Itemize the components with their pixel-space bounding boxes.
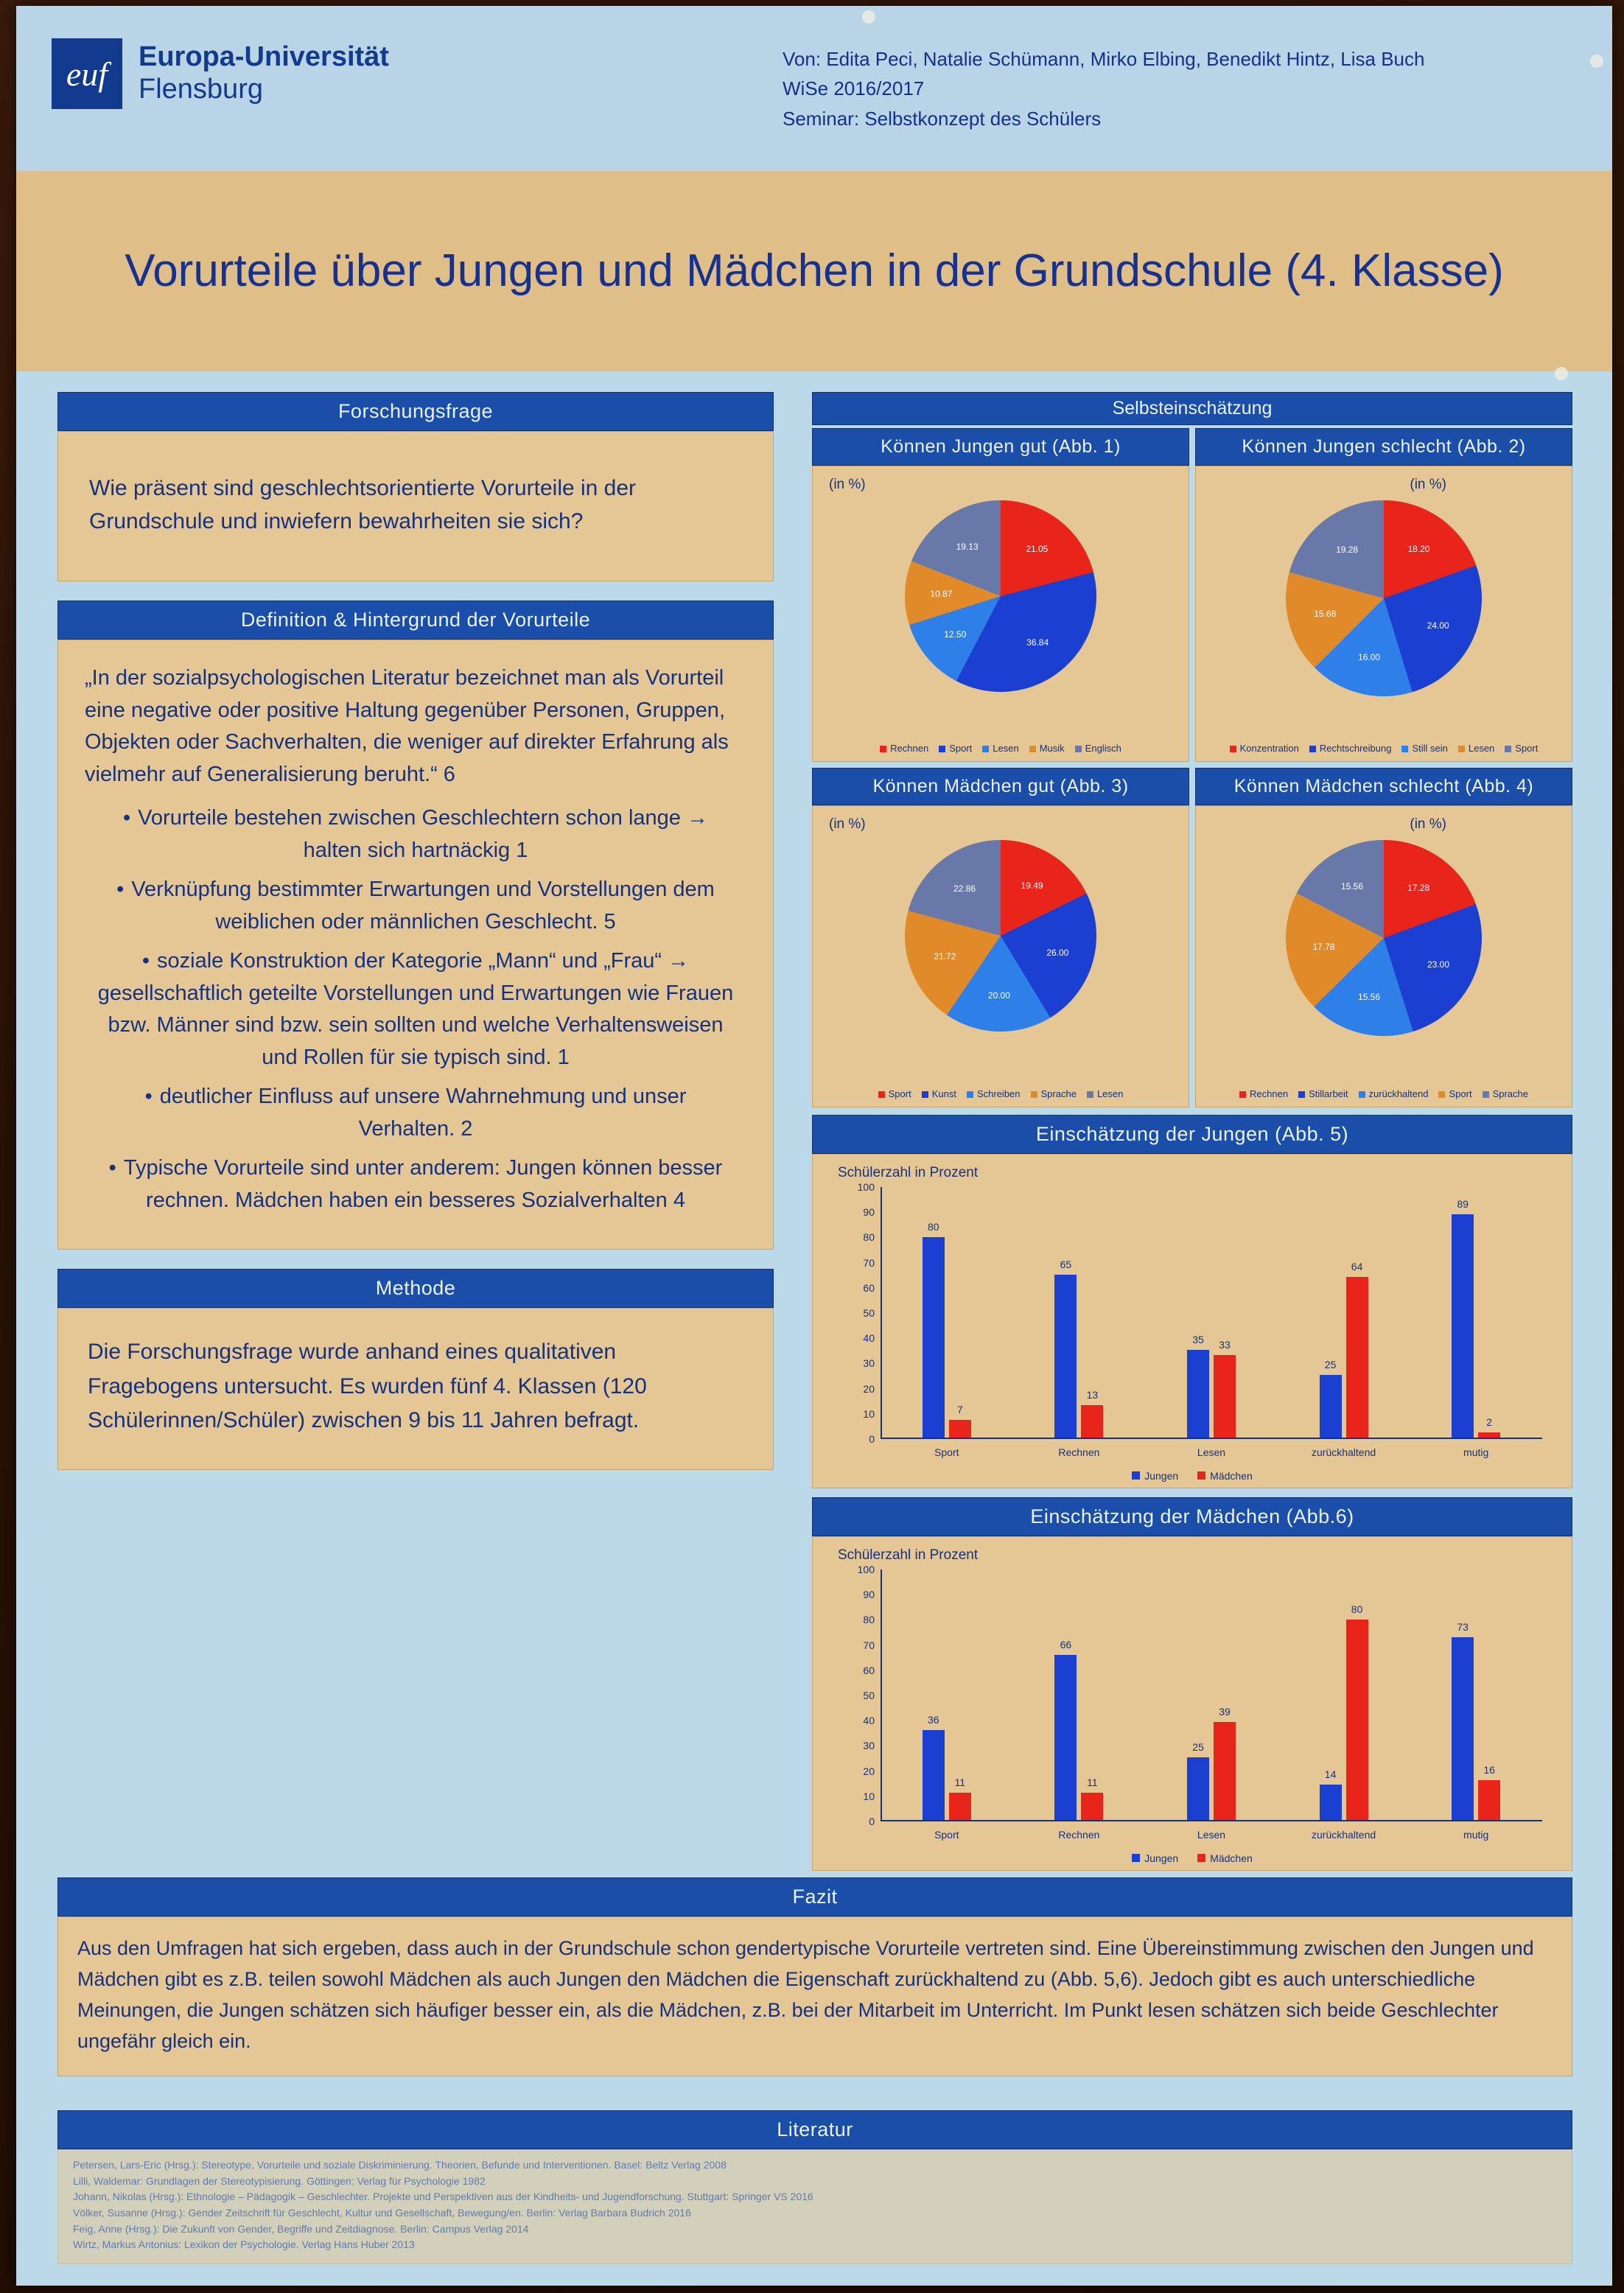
euf-logo-icon: euf bbox=[52, 38, 122, 109]
x-tick-label: Sport bbox=[934, 1829, 959, 1841]
definition-quote: „In der sozialpsychologischen Literatur bezeichnet man als Vorurteil eine negative oder positive Haltung gegenüber Personen, Gruppen, Objekten oder Sachverhalten, die weniger auf direkter Erfahrung als vielmehr auf Generalisierung beruht.“ 6 bbox=[85, 666, 729, 786]
y-axis-ticks bbox=[847, 1564, 879, 1827]
bar-group bbox=[881, 1569, 1013, 1841]
selbsteinschaetzung-heading: Selbsteinschätzung bbox=[812, 392, 1572, 425]
pin-dot-right bbox=[1590, 55, 1603, 68]
pie-chart-3 bbox=[905, 840, 1096, 1032]
pie-slice-label: 23.00 bbox=[1427, 959, 1450, 970]
list-item: Johann, Nikolas (Hrsg.): Ethnologie – Pädagogik – Geschlechter. Projekte und Perspektiven aus der Kindheits- und Jugendforschung. Stuttgart: Springer VS 2016 bbox=[73, 2191, 813, 2203]
chart-abb3-title: Können Mädchen gut (Abb. 3) bbox=[812, 768, 1189, 805]
pie-row-1 bbox=[812, 428, 1572, 762]
chart-abb1 bbox=[812, 428, 1189, 762]
bar-value-label: 89 bbox=[1457, 1198, 1469, 1211]
pie-slice-label: 19.28 bbox=[1336, 545, 1359, 556]
chart-abb4-title: Können Mädchen schlecht (Abb. 4) bbox=[1195, 768, 1572, 805]
pie-slice-label: 10.87 bbox=[930, 589, 953, 600]
bar-value-label: 35 bbox=[1192, 1334, 1204, 1345]
y-tick-label: 90 bbox=[863, 1206, 875, 1219]
legend-item: Musik bbox=[1029, 743, 1065, 754]
bar-group bbox=[881, 1187, 1013, 1458]
left-column bbox=[57, 392, 774, 1489]
chart-abb6-ylabel: Schülerzahl in Prozent bbox=[838, 1547, 979, 1563]
bar-group bbox=[1145, 1187, 1278, 1458]
section-fazit bbox=[57, 1877, 1572, 2076]
pie-slice-label: 15.68 bbox=[1314, 609, 1337, 620]
seminar-line: Seminar: Selbstkonzept des Schülers bbox=[783, 107, 1102, 130]
bar-value-label: 11 bbox=[1087, 1776, 1098, 1788]
authors-line: Von: Edita Peci, Natalie Schümann, Mirko Elbing, Benedikt Hintz, Lisa Buch bbox=[783, 48, 1425, 70]
definition-body bbox=[57, 640, 774, 1250]
bar bbox=[1452, 1620, 1474, 1820]
pie-chart-4 bbox=[1286, 840, 1482, 1036]
bar bbox=[949, 1404, 971, 1438]
legend-item: Schreiben bbox=[967, 1088, 1021, 1099]
legend-item: Still sein bbox=[1401, 743, 1447, 754]
unit-label: (in %) bbox=[1410, 816, 1446, 832]
legend-item: Mädchen bbox=[1197, 1852, 1253, 1864]
bar-value-label: 13 bbox=[1086, 1388, 1099, 1401]
bar bbox=[1214, 1338, 1236, 1438]
bar-group bbox=[1145, 1569, 1278, 1841]
x-tick-label: zurückhaltend bbox=[1311, 1446, 1376, 1458]
pie-chart-1 bbox=[905, 500, 1096, 692]
chart-abb5-plot bbox=[857, 1181, 1542, 1458]
y-tick-label: 50 bbox=[863, 1307, 875, 1319]
y-tick-label: 80 bbox=[863, 1231, 875, 1244]
pie-chart-2 bbox=[1286, 500, 1482, 696]
definition-bullet-list bbox=[85, 802, 746, 1216]
x-axis bbox=[881, 1820, 1542, 1821]
bar bbox=[923, 1221, 945, 1438]
pin-dot-top bbox=[862, 10, 875, 24]
bar-value-label: 80 bbox=[928, 1221, 939, 1233]
legend-item: Lesen bbox=[1458, 743, 1494, 754]
legend-item: Lesen bbox=[982, 743, 1018, 754]
bar bbox=[1187, 1334, 1209, 1438]
section-methode bbox=[57, 1269, 774, 1470]
bar-group bbox=[1278, 1569, 1410, 1841]
legend-item: Kunst bbox=[922, 1088, 956, 1099]
pie-slice-label: 21.05 bbox=[1026, 544, 1049, 555]
right-column bbox=[812, 392, 1572, 1871]
forschungsfrage-text: Wie präsent sind geschlechtsorientierte Vorurteile in der Grundschule und inwiefern bewahrheiten sie sich? bbox=[57, 431, 774, 581]
y-tick-label: 100 bbox=[857, 1181, 875, 1193]
x-tick-label: Lesen bbox=[1197, 1446, 1226, 1458]
y-tick-label: 70 bbox=[863, 1639, 875, 1651]
chart-abb6-plot bbox=[857, 1564, 1542, 1841]
x-tick-label: Rechnen bbox=[1058, 1829, 1100, 1841]
x-tick-label: mutig bbox=[1463, 1446, 1489, 1458]
chart-abb2-title: Können Jungen schlecht (Abb. 2) bbox=[1195, 428, 1572, 466]
literatur-list bbox=[57, 2149, 1572, 2264]
y-tick-label: 20 bbox=[863, 1765, 875, 1777]
y-axis-ticks bbox=[847, 1181, 879, 1445]
bar bbox=[1346, 1261, 1368, 1438]
title-band bbox=[16, 171, 1612, 371]
y-tick-label: 0 bbox=[869, 1816, 875, 1827]
bar-group bbox=[1278, 1187, 1410, 1458]
chart-abb5-title: Einschätzung der Jungen (Abb. 5) bbox=[812, 1115, 1572, 1154]
list-item: • Verknüpfung bestimmter Erwartungen und Vorstellungen dem weiblichen oder männlichen Geschlecht. 5 bbox=[85, 874, 746, 938]
bar-value-label: 25 bbox=[1324, 1359, 1337, 1370]
fazit-text: Aus den Umfragen hat sich ergeben, dass auch in der Grundschule schon gendertypische Vorurteile vertreten sind. Eine Übereinstimmung zwischen den Jungen und Mädchen gibt es z.B. teilen sowohl Mädchen als auch Jungen den Mädchen die Eigenschaft zurückhaltend zu (Abb. 5,6). Jedoch gibt es auch unterschiedliche Meinungen, die Jungen schätzen sich häufiger besser ein, als die Mädchen, z.B. bei der Mitarbeit im Unterricht. Im Punkt lesen schätzen sich beide Geschlechter ungefähr gleich ein. bbox=[57, 1916, 1572, 2076]
legend-item: Sport bbox=[1438, 1088, 1471, 1099]
bar-value-label: 11 bbox=[954, 1776, 966, 1788]
legend-item: Rechtschreibung bbox=[1309, 743, 1392, 754]
y-tick-label: 0 bbox=[869, 1433, 875, 1445]
section-literatur bbox=[57, 2110, 1572, 2264]
forschungsfrage-heading: Forschungsfrage bbox=[57, 392, 774, 431]
y-tick-label: 50 bbox=[863, 1690, 875, 1701]
legend-item: Englisch bbox=[1075, 743, 1121, 754]
bar bbox=[1081, 1388, 1103, 1438]
chart-abb3-legend bbox=[813, 1088, 1189, 1099]
pie-slice-label: 18.20 bbox=[1407, 543, 1430, 554]
fazit-heading: Fazit bbox=[57, 1877, 1572, 1916]
chart-abb4-panel bbox=[1195, 805, 1572, 1107]
y-tick-label: 40 bbox=[863, 1332, 875, 1345]
x-axis bbox=[881, 1438, 1542, 1439]
poster-header bbox=[16, 6, 1612, 171]
list-item: • Vorurteile bestehen zwischen Geschlechtern schon lange → halten sich hartnäckig 1 bbox=[85, 802, 746, 867]
bar-value-label: 66 bbox=[1060, 1638, 1072, 1650]
methode-text: Die Forschungsfrage wurde anhand eines qualitativen Fragebogens untersucht. Es wurden fünf 4. Klassen (120 Schülerinnen/Schüler) zwischen 9 bis 11 Jahren befragt. bbox=[57, 1308, 774, 1470]
chart-abb5-legend bbox=[813, 1470, 1572, 1482]
legend-item: Sport bbox=[1505, 743, 1538, 754]
legend-item: Mädchen bbox=[1197, 1470, 1253, 1482]
bar bbox=[923, 1713, 945, 1820]
bar-value-label: 25 bbox=[1192, 1741, 1204, 1753]
legend-item: Sprache bbox=[1483, 1088, 1528, 1099]
bar-value-label: 16 bbox=[1483, 1763, 1495, 1776]
bar bbox=[1346, 1603, 1368, 1820]
bar-value-label: 33 bbox=[1219, 1338, 1231, 1351]
university-name bbox=[139, 41, 389, 105]
bar-value-label: 7 bbox=[956, 1404, 963, 1416]
list-item: Wirtz, Markus Antonius: Lexikon der Psychologie. Verlag Hans Huber 2013 bbox=[73, 2238, 415, 2251]
unit-label: (in %) bbox=[1410, 477, 1446, 492]
term-line: WiSe 2016/2017 bbox=[783, 77, 925, 100]
pie-slice-label: 36.84 bbox=[1026, 637, 1049, 648]
list-item: Völker, Susanne (Hrsg.): Gender Zeitschrift für Geschlecht, Kultur und Gesellschaft, Bewegung/en. Berlin: Verlag Barbara Budrich 2016 bbox=[73, 2207, 691, 2219]
list-item: • soziale Konstruktion der Kategorie „Mann“ und „Frau“ → gesellschaftlich geteilte Vorstellungen und Erwartungen wie Frauen bzw. Männer sind bzw. sein sollten und welche Verhaltensweisen und Rollen für sie typisch sind. 1 bbox=[85, 945, 746, 1074]
x-tick-label: Rechnen bbox=[1058, 1446, 1100, 1458]
x-tick-label: zurückhaltend bbox=[1311, 1829, 1376, 1841]
legend-item: Jungen bbox=[1132, 1852, 1178, 1864]
bar-value-label: 65 bbox=[1060, 1258, 1072, 1270]
x-tick-label: Sport bbox=[934, 1446, 959, 1458]
chart-abb4-legend bbox=[1196, 1088, 1572, 1099]
y-tick-label: 60 bbox=[863, 1664, 875, 1676]
pie-slice-label: 12.50 bbox=[944, 629, 967, 640]
section-definition bbox=[57, 601, 774, 1250]
chart-abb1-panel bbox=[812, 466, 1189, 762]
chart-abb4 bbox=[1195, 768, 1572, 1107]
bar bbox=[1054, 1638, 1077, 1820]
pin-dot-abb5 bbox=[1555, 367, 1568, 380]
pie-slice-label: 19.13 bbox=[956, 542, 979, 553]
chart-abb5-panel bbox=[812, 1154, 1572, 1488]
bar bbox=[1214, 1706, 1236, 1820]
y-tick-label: 40 bbox=[863, 1715, 875, 1727]
page-title: Vorurteile über Jungen und Mädchen in der Grundschule (4. Klasse) bbox=[125, 245, 1504, 297]
pie-slice-label: 15.56 bbox=[1358, 992, 1381, 1002]
list-item: Petersen, Lars-Eric (Hrsg.): Stereotype, Vorurteile und soziale Diskriminierung. Theorien, Befunde und Interventionen. Basel: Beltz Verlag 2008 bbox=[73, 2159, 727, 2171]
legend-item: Stillarbeit bbox=[1298, 1088, 1348, 1099]
pie-slice-label: 20.00 bbox=[987, 990, 1010, 1001]
legend-item: Konzentration bbox=[1230, 743, 1299, 754]
y-tick-label: 100 bbox=[857, 1564, 875, 1575]
chart-abb6-panel bbox=[812, 1536, 1572, 1871]
bar-groups bbox=[881, 1569, 1542, 1841]
legend-item: Sprache bbox=[1031, 1088, 1077, 1099]
literatur-heading: Literatur bbox=[57, 2110, 1572, 2149]
bar-group bbox=[1410, 1569, 1542, 1841]
bar bbox=[1478, 1416, 1500, 1438]
list-item: • Typische Vorurteile sind unter anderem: Jungen können besser rechnen. Mädchen haben ein besseres Sozialverhalten 4 bbox=[85, 1152, 746, 1216]
chart-abb6 bbox=[812, 1497, 1572, 1871]
unit-label: (in %) bbox=[829, 816, 866, 832]
chart-abb6-legend bbox=[813, 1852, 1572, 1864]
pie-row-2 bbox=[812, 768, 1572, 1107]
pie-slice-label: 17.78 bbox=[1312, 942, 1335, 953]
university-line1: Europa-Universität bbox=[139, 41, 389, 73]
bar-value-label: 80 bbox=[1351, 1603, 1363, 1615]
chart-abb1-legend bbox=[813, 743, 1189, 754]
bar-value-label: 39 bbox=[1219, 1706, 1231, 1718]
legend-item: Sport bbox=[939, 743, 972, 754]
chart-abb2-legend bbox=[1196, 743, 1572, 754]
legend-item: zurückhaltend bbox=[1359, 1088, 1429, 1099]
bar-group bbox=[1013, 1569, 1146, 1841]
bar bbox=[1187, 1741, 1209, 1820]
pie-slice-label: 17.28 bbox=[1407, 883, 1430, 894]
y-tick-label: 30 bbox=[863, 1357, 875, 1370]
bar-value-label: 36 bbox=[928, 1713, 939, 1726]
bar bbox=[949, 1776, 971, 1820]
bar-group bbox=[1410, 1187, 1542, 1458]
university-logo bbox=[52, 38, 389, 109]
chart-abb5-ylabel: Schülerzahl in Prozent bbox=[838, 1165, 979, 1180]
legend-item: Rechnen bbox=[1239, 1088, 1288, 1099]
bar-groups bbox=[881, 1187, 1542, 1458]
unit-label: (in %) bbox=[829, 477, 866, 492]
bar-value-label: 64 bbox=[1351, 1261, 1363, 1273]
chart-abb3 bbox=[812, 768, 1189, 1107]
chart-abb2-panel bbox=[1195, 466, 1572, 762]
x-tick-label: mutig bbox=[1463, 1829, 1489, 1841]
y-tick-label: 30 bbox=[863, 1740, 875, 1752]
x-tick-label: Lesen bbox=[1197, 1829, 1226, 1841]
bar bbox=[1320, 1768, 1342, 1820]
legend-item: Jungen bbox=[1132, 1470, 1178, 1482]
list-item: Lilli, Waldemar: Grundlagen der Stereotypisierung. Göttingen: Verlag für Psychologie 1982 bbox=[73, 2174, 486, 2187]
chart-abb3-panel bbox=[812, 805, 1189, 1107]
definition-heading: Definition & Hintergrund der Vorurteile bbox=[57, 601, 774, 640]
y-tick-label: 20 bbox=[863, 1382, 875, 1395]
list-item: Feig, Anne (Hrsg.): Die Zukunft von Gender, Begriffe und Zeitdiagnose. Berlin: Campus Verlag 2014 bbox=[73, 2222, 529, 2235]
pie-slice-label: 24.00 bbox=[1427, 620, 1449, 631]
list-item: • deutlicher Einfluss auf unsere Wahrnehmung und unser Verhalten. 2 bbox=[85, 1081, 746, 1145]
legend-item: Sport bbox=[878, 1088, 911, 1099]
pie-slice-label: 16.00 bbox=[1358, 652, 1381, 662]
y-tick-label: 80 bbox=[863, 1614, 875, 1626]
bar bbox=[1452, 1198, 1474, 1438]
y-tick-label: 70 bbox=[863, 1256, 875, 1269]
chart-abb5 bbox=[812, 1115, 1572, 1488]
bar-value-label: 14 bbox=[1324, 1768, 1337, 1781]
chart-abb6-title: Einschätzung der Mädchen (Abb.6) bbox=[812, 1497, 1572, 1536]
header-meta bbox=[783, 44, 1424, 133]
bar bbox=[1320, 1359, 1342, 1438]
bar-value-label: 73 bbox=[1457, 1620, 1469, 1633]
y-tick-label: 10 bbox=[863, 1790, 875, 1802]
bar-group bbox=[1013, 1187, 1146, 1458]
section-forschungsfrage bbox=[57, 392, 774, 581]
bar bbox=[1081, 1776, 1103, 1820]
y-tick-label: 10 bbox=[863, 1407, 875, 1420]
bar-value-label: 2 bbox=[1486, 1416, 1493, 1429]
legend-item: Lesen bbox=[1087, 1088, 1123, 1099]
pie-slice-label: 21.72 bbox=[934, 951, 956, 962]
legend-item: Rechnen bbox=[880, 743, 928, 754]
chart-abb1-title: Können Jungen gut (Abb. 1) bbox=[812, 428, 1189, 466]
y-tick-label: 60 bbox=[863, 1281, 875, 1294]
university-line2: Flensburg bbox=[139, 74, 263, 105]
bar bbox=[1054, 1258, 1077, 1438]
bar bbox=[1478, 1763, 1500, 1820]
pie-slice-label: 22.86 bbox=[953, 883, 976, 894]
pie-slice-label: 19.49 bbox=[1021, 880, 1043, 891]
y-tick-label: 90 bbox=[863, 1589, 875, 1601]
poster-page bbox=[16, 6, 1612, 2286]
pie-slice-label: 15.56 bbox=[1341, 881, 1364, 892]
methode-heading: Methode bbox=[57, 1269, 774, 1308]
pie-slice-label: 26.00 bbox=[1046, 947, 1069, 958]
chart-abb2 bbox=[1195, 428, 1572, 762]
